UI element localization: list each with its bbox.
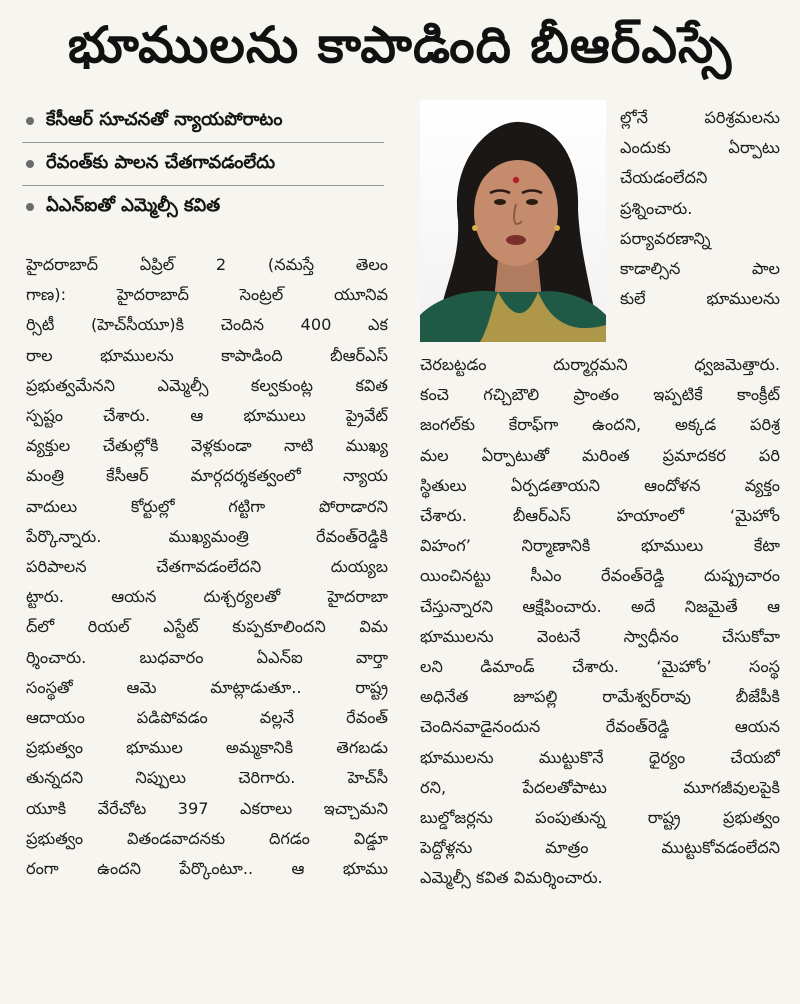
text-line: కులే భూములను bbox=[620, 289, 780, 309]
text-line: ప్రభుత్వమేనని ఎమ్మెల్సీ కల్వకుంట్ల కవిత bbox=[26, 375, 388, 395]
subhead-2 bbox=[22, 143, 384, 186]
subhead-text: రేవంత్‌కు పాలన చేతగావడంలేదు bbox=[46, 151, 276, 173]
text-line: చేయడంలేదని bbox=[620, 168, 708, 188]
subhead-text: కేసీఆర్‌ సూచనతో న్యాయపోరాటం bbox=[46, 108, 283, 130]
text-line: స్పష్టం చేశారు. ఆ భూములు ప్రైవేట్‌ bbox=[26, 406, 388, 426]
bullet-icon bbox=[26, 160, 34, 168]
text-line: వాదులు కోర్టుల్లో గట్టిగా పోరాడారని bbox=[26, 496, 388, 516]
text-line: బుల్డోజర్లను పంపుతున్న రాష్ట్ర ప్రభుత్వం bbox=[420, 808, 780, 828]
text-line: ప్రభుత్వం వితండవాదనకు దిగడం విడ్డూ bbox=[26, 828, 388, 848]
text-line: వ్యక్తుల చేతుల్లోకి వెళ్లకుండా నాటి ముఖ్య bbox=[26, 436, 388, 456]
subheads bbox=[22, 100, 384, 228]
text-line: తున్నదని నిప్పులు చెరిగారు. హెచ్‌సీ bbox=[26, 768, 388, 788]
text-line: జంగల్‌కు కేరాఫ్‌గా ఉందని, అక్కడ పరిశ్ర bbox=[420, 415, 780, 435]
text-line: మంత్రి కేసీఆర్‌ మార్గదర్శకత్వంలో న్యాయ bbox=[26, 466, 388, 486]
text-line: స్థితులు ఏర్పడతాయని ఆందోళన వ్యక్తం bbox=[420, 475, 780, 495]
text-line: లని డిమాండ్‌ చేశారు. ‘మైహోం’ సంస్థ bbox=[420, 657, 780, 677]
text-line: హైదరాబాద్‌ ఏప్రిల్‌ 2 (నమస్తే తెలం bbox=[26, 255, 388, 274]
text-line: పేర్కొన్నారు. ముఖ్యమంత్రి రేవంత్‌రెడ్డికి bbox=[26, 526, 388, 546]
text-line: భూములను ముట్టుకొనే ధైర్యం చేయబో bbox=[420, 747, 780, 767]
text-line: ప్రభుత్వం భూముల అమ్మకానికి తెగబడు bbox=[26, 738, 388, 758]
text-line: ద్‌లో రియల్‌ ఎస్టేట్‌ కుప్పకూలిందని విమ bbox=[26, 617, 388, 637]
text-line: పర్యావరణాన్ని bbox=[620, 228, 711, 248]
text-line: ప్రశ్నించారు. bbox=[620, 198, 693, 218]
text-line: పరిపాలన చేతగావడంలేదని దుయ్యబ bbox=[26, 557, 388, 577]
left-column bbox=[26, 250, 388, 884]
text-line: కంచె గచ్చిబౌలి ప్రాంతం ఇప్పటికే కాంక్రీట్‌ bbox=[420, 385, 780, 405]
right-wide-column bbox=[420, 350, 780, 894]
text-line: యించినట్టు సీఎం రేవంత్‌రెడ్డి దుష్ప్రచారం bbox=[420, 566, 780, 586]
text-line: అధినేత జూపల్లి రామేశ్వర్‌రావు బీజేపీకి bbox=[420, 687, 780, 707]
text-line: చేశారు. బీఆర్‌ఎస్‌ హయాంలో ‘మైహోం bbox=[420, 506, 780, 526]
text-line: ర్శించారు. బుధవారం ఏఎన్‌ఐ వార్తా bbox=[26, 647, 388, 667]
text-line: ర్సిటీ (హెచ్‌సీయూ)కి చెందిన 400 ఎక bbox=[26, 315, 388, 335]
bullet-icon bbox=[26, 117, 34, 125]
subhead-1 bbox=[22, 100, 384, 143]
text-line: గాణ): హైదరాబాద్‌ సెంట్రల్‌ యూనివ bbox=[26, 285, 388, 305]
text-line: చెందినవాడైనందున రేవంత్‌రెడ్డి ఆయన bbox=[420, 717, 780, 737]
text-line: ఆదాయం పడిపోవడం వల్లనే రేవంత్‌ bbox=[26, 708, 388, 728]
text-line: ఎందుకు ఏర్పాటు bbox=[620, 138, 780, 158]
right-narrow-column bbox=[620, 103, 780, 314]
headline: భూములను కాపాడింది బీఆర్‌ఎస్సే bbox=[67, 16, 733, 74]
subhead-text: ఏఎన్‌ఐతో ఎమ్మెల్సీ కవిత bbox=[46, 194, 221, 216]
text-line: భూములను వెంటనే స్వాధీనం చేసుకోవా bbox=[420, 626, 780, 646]
text-line: రాల భూములను కాపాడింది బీఆర్‌ఎస్‌ bbox=[26, 345, 388, 365]
subhead-3 bbox=[22, 186, 384, 228]
text-line: ట్టారు. ఆయన దుశ్చర్యలతో హైదరాబా bbox=[26, 587, 388, 607]
text-line: యూకి వేరేచోట 397 ఎకరాలు ఇచ్చామని bbox=[26, 798, 388, 818]
portrait-illustration bbox=[420, 100, 606, 342]
text-line: విహంగ’ నిర్మాణానికి భూములు కేటా bbox=[420, 536, 780, 556]
text-line: సంస్థతో ఆమె మాట్లాడుతూ.. రాష్ట్ర bbox=[26, 677, 388, 697]
text-line: కాడాల్సిన పాల bbox=[620, 259, 780, 279]
text-line: మల ఏర్పాటుతో మరింత ప్రమాదకర పరి bbox=[420, 445, 780, 465]
text-line: పెద్దోళ్లను మాత్రం ముట్టుకోవడంలేదని bbox=[420, 838, 780, 858]
text-line: చేస్తున్నారని ఆక్షేపించారు. అదే నిజమైతే ఆ bbox=[420, 596, 780, 616]
text-line: రని, పేదలతోపాటు మూగజీవులపైకి bbox=[420, 777, 780, 797]
text-line: ఎమ్మెల్సీ కవిత విమర్శించారు. bbox=[420, 868, 603, 888]
bullet-icon bbox=[26, 203, 34, 211]
portrait-photo bbox=[420, 100, 606, 342]
text-line: రంగా ఉందని పేర్కొంటూ.. ఆ భూము bbox=[26, 859, 388, 879]
text-line: చెరబట్టడం దుర్మార్గమని ధ్వజమెత్తారు. bbox=[420, 355, 780, 374]
text-line: ల్లోనే పరిశ్రమలను bbox=[620, 108, 780, 127]
